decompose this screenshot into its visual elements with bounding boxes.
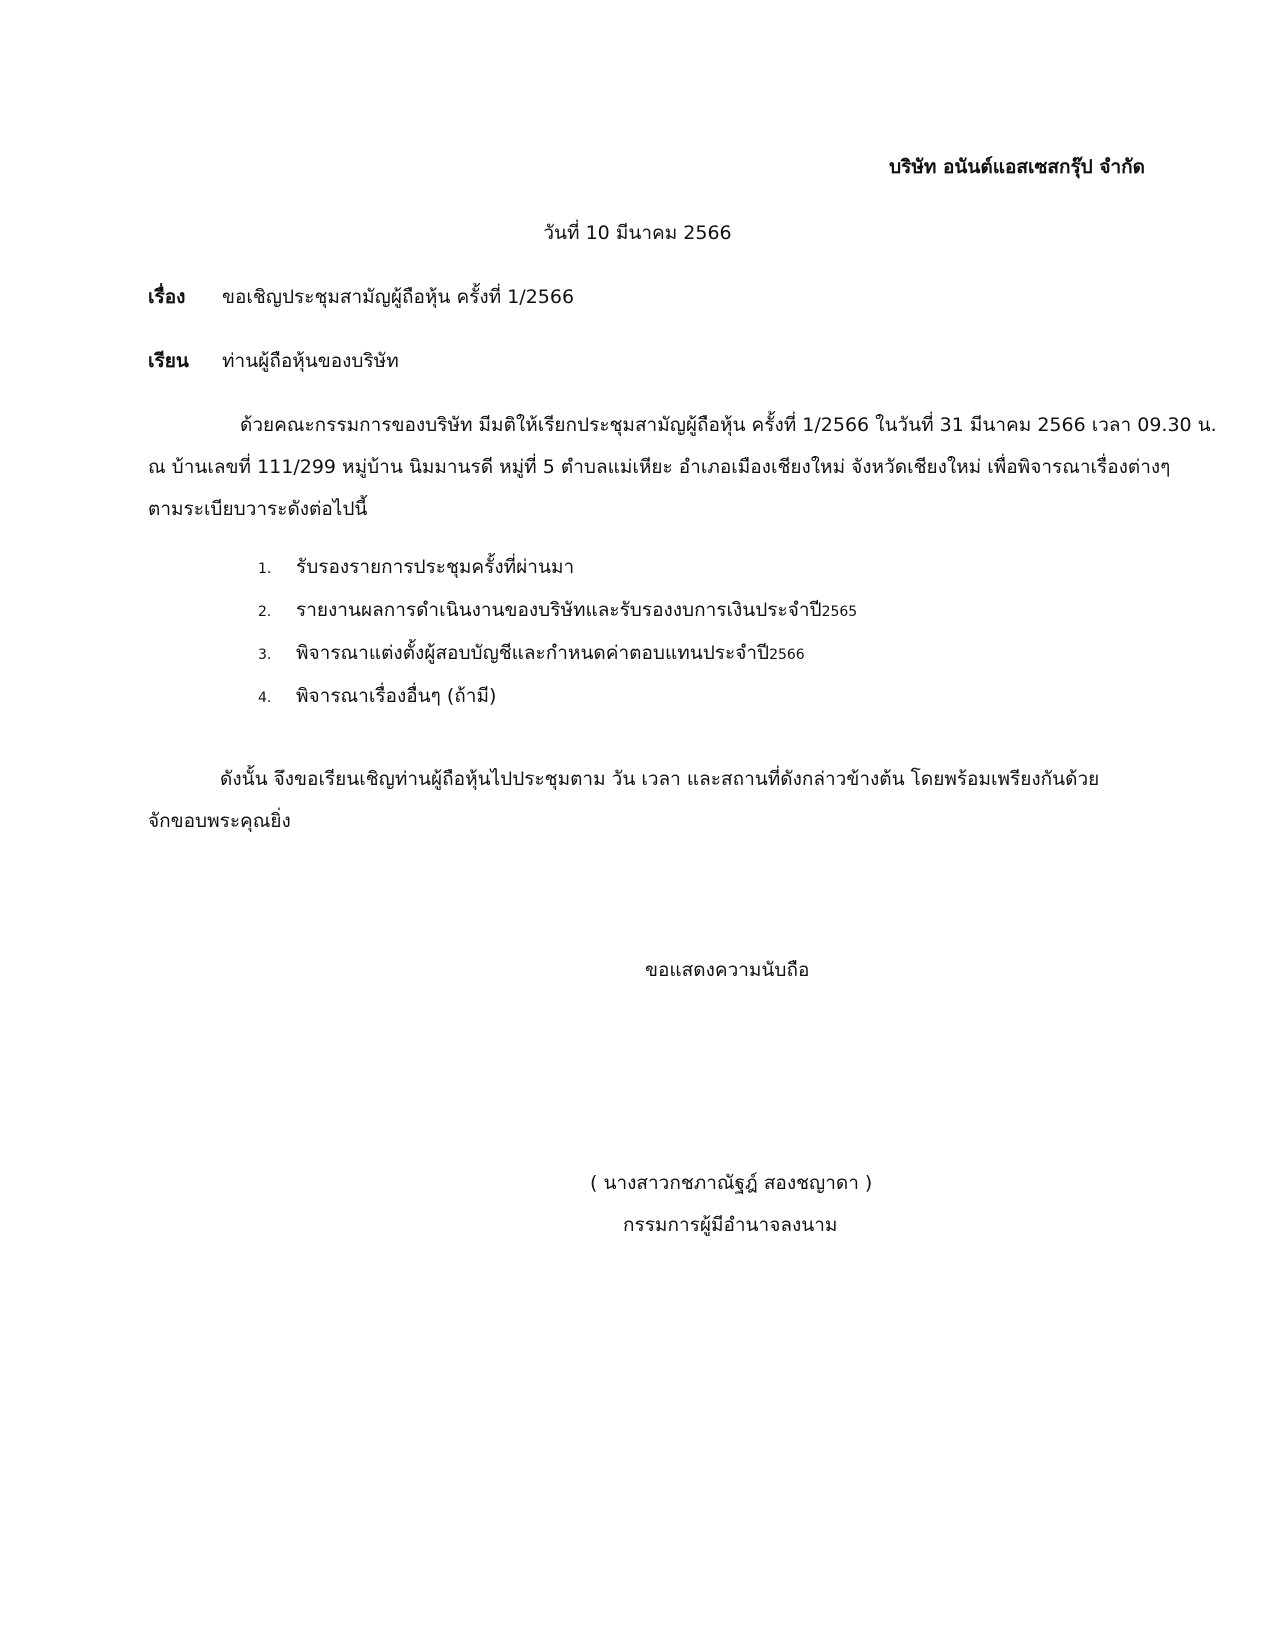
paragraph-line: จักขอบพระคุณยิ่ง: [148, 810, 291, 832]
signatory-name: ( นางสาวกชภาณัฐฎ์ สองชญาดา ): [590, 1172, 873, 1194]
agenda-item: [258, 595, 857, 638]
agenda-number: 3 .: [258, 647, 296, 663]
agenda-text: พิจารณาเรื่องอื่นๆ (ถ้ามี): [296, 685, 497, 707]
subject-text: ขอเชิญประชุมสามัญผู้ถือหุ้น ครั้งที่ 1/2566: [222, 286, 575, 308]
body-paragraph-intro: [148, 404, 1217, 530]
agenda-year: 2565: [821, 604, 858, 620]
agenda-item: [258, 638, 857, 681]
agenda-text: รับรองรายการประชุมครั้งที่ผ่านมา: [296, 556, 575, 578]
closing-salutation: ขอแสดงความนับถือ: [645, 959, 810, 981]
paragraph-line: ด้วยคณะกรรมการของบริษัท มีมติให้เรียกประชุมสามัญผู้ถือหุ้น ครั้งที่ 1/2566 ในวันที่ 31 มีนาคม 2566 เวลา 09.30 น.: [240, 414, 1217, 436]
subject-label: เรื่อง: [148, 286, 186, 308]
recipient-label: เรียน: [148, 350, 189, 372]
agenda-year: 2566: [769, 647, 805, 663]
signatory-title: กรรมการผู้มีอำนาจลงนาม: [623, 1214, 838, 1236]
agenda-item: [258, 681, 857, 724]
letter-date: วันที่ 10 มีนาคม 2566: [543, 222, 732, 244]
agenda-number: 4 .: [258, 690, 296, 706]
agenda-number: 2 .: [258, 604, 296, 620]
agenda-number: 1 .: [258, 561, 296, 577]
paragraph-line: ดังนั้น จึงขอเรียนเชิญท่านผู้ถือหุ้นไปประชุมตาม วัน เวลา และสถานที่ดังกล่าวข้างต้น โดยพร้อมเพรียงกันด้วย: [220, 768, 1100, 790]
agenda-list: [258, 552, 857, 724]
body-paragraph-invitation: [148, 758, 1148, 842]
company-name: บริษัท อนันต์แอสเซสกรุ๊ป จำกัด: [889, 156, 1145, 178]
agenda-text: พิจารณาแต่งตั้งผู้สอบบัญชีและกำหนดค่าตอบแทนประจำปี: [296, 642, 770, 664]
recipient-text: ท่านผู้ถือหุ้นของบริษัท: [222, 350, 399, 372]
paragraph-line: ตามระเบียบวาระดังต่อไปนี้: [148, 498, 368, 520]
paragraph-line: ณ บ้านเลขที่ 111/299 หมู่บ้าน นิมมานรดี หมู่ที่ 5 ตำบลแม่เหียะ อำเภอเมืองเชียงใหม่ จังหวัดเชียงใหม่ เพื่อพิจารณาเรื่องต่างๆ: [148, 456, 1171, 478]
agenda-text: รายงานผลการดำเนินงานของบริษัทและรับรองงบการเงินประจำปี: [296, 599, 822, 621]
agenda-item: [258, 552, 857, 595]
